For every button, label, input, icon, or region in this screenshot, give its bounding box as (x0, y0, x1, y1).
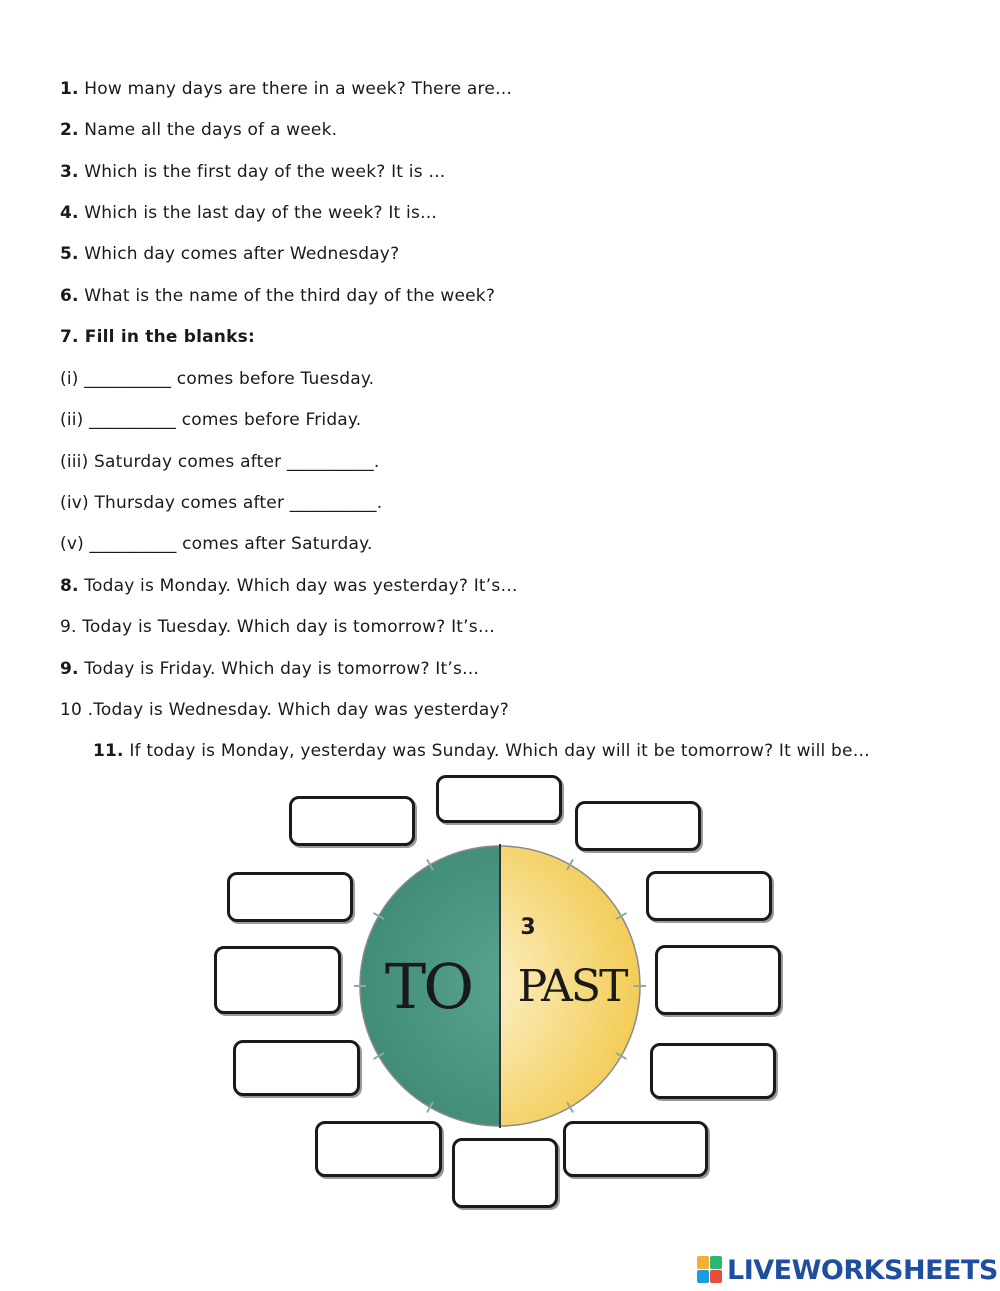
question-2: 2. Name all the days of a week. (60, 120, 338, 140)
blank-v: (v) __________ comes after Saturday. (60, 534, 373, 554)
logo-mark-icon (697, 1256, 723, 1284)
question-3: 3. Which is the first day of the week? It is … (60, 162, 446, 182)
liveworksheets-logo (697, 1253, 998, 1287)
to-label: TO (384, 950, 472, 1023)
to-past-clock (345, 838, 655, 1138)
answer-box-11[interactable] (227, 872, 353, 922)
answer-box-1[interactable] (436, 775, 562, 823)
blank-iii: (iii) Saturday comes after __________. (60, 452, 380, 472)
question-6: 6. What is the name of the third day of the week? (60, 286, 496, 306)
answer-box-10[interactable] (214, 946, 341, 1014)
blank-i: (i) __________ comes before Tuesday. (60, 369, 375, 389)
question-10: 10 .Today is Wednesday. Which day was yesterday? (60, 700, 509, 720)
answer-box-5[interactable] (650, 1043, 776, 1099)
answer-box-4[interactable] (655, 945, 781, 1015)
past-label: PAST (517, 961, 627, 1012)
question-9b: 9. Today is Friday. Which day is tomorrow? It’s… (60, 659, 480, 679)
answer-box-9[interactable] (233, 1040, 360, 1096)
blank-ii: (ii) __________ comes before Friday. (60, 410, 362, 430)
question-11: 11. If today is Monday, yesterday was Sunday. Which day will it be tomorrow? It will be… (93, 741, 870, 761)
answer-box-7[interactable] (452, 1138, 558, 1208)
question-8: 8. Today is Monday. Which day was yesterday? It’s… (60, 576, 518, 596)
blank-iv: (iv) Thursday comes after __________. (60, 493, 383, 513)
answer-box-3[interactable] (646, 871, 772, 921)
question-5: 5. Which day comes after Wednesday? (60, 244, 400, 264)
question-7-heading: 7. Fill in the blanks: (60, 327, 255, 347)
question-4: 4. Which is the last day of the week? It is… (60, 203, 438, 223)
question-1: 1. How many days are there in a week? There are… (60, 79, 513, 99)
logo-text: LIVEWORKSHEETS (727, 1254, 998, 1286)
clock-number: 3 (520, 915, 536, 940)
question-9a: 9. Today is Tuesday. Which day is tomorrow? It’s… (60, 617, 496, 637)
